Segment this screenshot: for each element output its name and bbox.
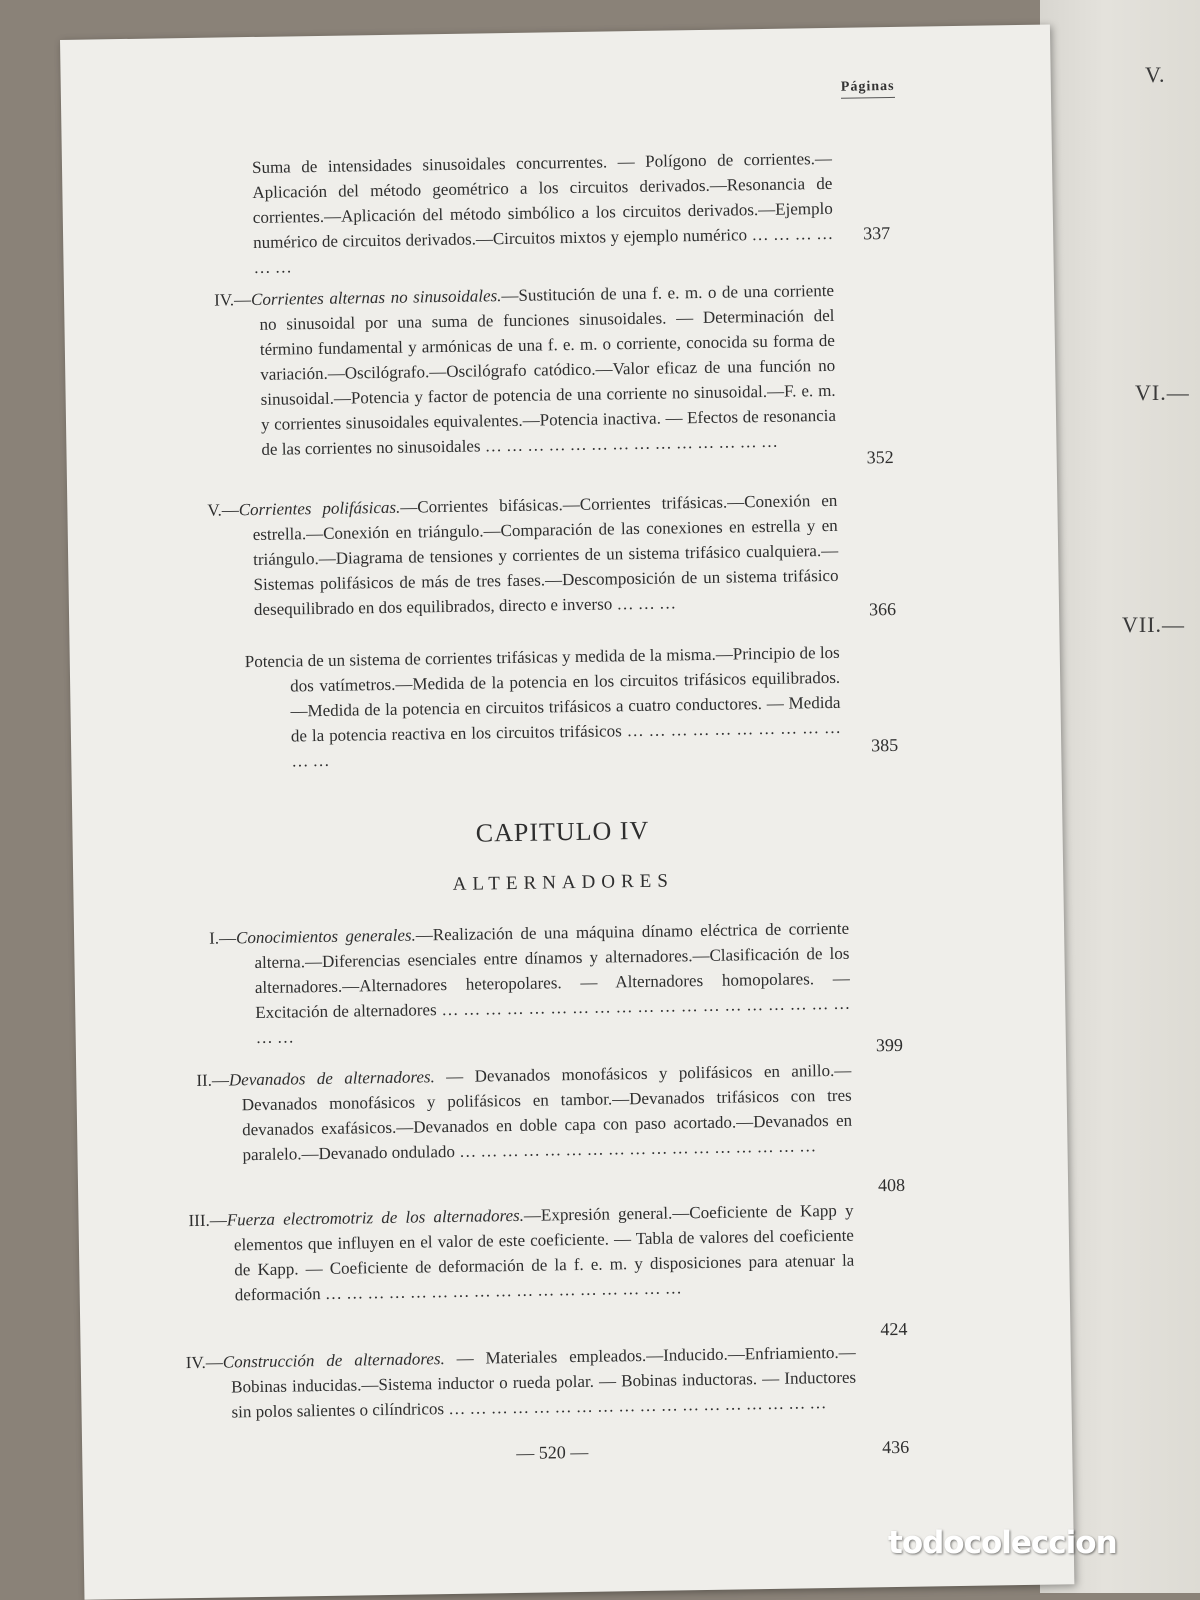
entry-page-number: 385	[871, 734, 899, 756]
chapter-title: CAPITULO IV	[475, 815, 650, 848]
entry-text: — Materiales empleados.—Inducido.—Enfriamiento.—Bobinas inducidas.—Sistema inductor o rueda polar. — Bobinas inductoras. — Inductores sin polos salientes o cilíndricos … … … … … … … … … … … … … … … … … …	[231, 1342, 857, 1422]
entry-text: Potencia de un sistema de corrientes trifásicas y medida de la misma.—Principio de los dos vatímetros.—Medida de la potencia en los circuitos trifásicos equilibrados.—Medida de la potencia en circuitos trifásicos a cuatro conductores. — Medida de la potencia reactiva en los circuitos trifásicos … … … … … … … … … … … …	[244, 642, 842, 771]
toc-entry	[186, 1340, 857, 1426]
entry-title: Corrientes polifásicas.	[238, 497, 401, 520]
toc-entry	[245, 640, 842, 774]
toc-entry	[196, 1058, 852, 1168]
page-folio: — 520 —	[516, 1441, 589, 1464]
entry-numeral: III.—	[188, 1210, 227, 1231]
entry-title: Devanados de alternadores.	[228, 1067, 435, 1090]
toc-entry	[209, 916, 851, 1051]
toc-entry	[252, 146, 834, 280]
entry-numeral: V.—	[207, 500, 239, 520]
entry-text: —Corrientes bifásicas.—Corrientes trifásicas.—Conexión en estrella.—Conexión en triángulo.—Comparación de las conexiones en estrella y en triángulo.—Diagrama de tensiones y corrientes de un sistema trifásico cualquiera.—Sistemas polifásicos de más de tres fases.—Descomposición de un sistema trifásico desequilibrado en dos equilibrados, directo e inverso … … …	[252, 490, 839, 620]
entry-numeral: I.—	[208, 928, 237, 948]
entry-text: —Expresión general.—Coeficiente de Kapp y elementos que influyen en el valor de este coeficiente. — Tabla de valores del coeficiente de Kapp. — Coeficiente de deformación de la f. e. m. y disposiciones para atenuar la deformación … … … … … … … … … … … … … … … … …	[233, 1200, 855, 1305]
entry-numeral: IV.—	[213, 290, 252, 310]
entry-text: —Realización de una máquina dínamo eléctrica de corriente alterna.—Diferencias esenciales entre dínamos y alternadores.—Clasificación de los alternadores.—Alternadores heteropolares. — Alternadores homopolares. — Excitación de alternadores … … … … … … … … … … … … … … … … … … … … …	[254, 918, 851, 1048]
toc-entry	[214, 278, 837, 463]
watermark-logo: todocoleccion	[888, 1525, 1117, 1561]
right-margin-label: V.	[1145, 62, 1166, 87]
book-page	[60, 24, 1074, 1599]
entry-text: Suma de intensidades sinusoidales concurrentes. — Polígono de corrientes.—Aplicación del método geométrico a los circuitos derivados.—Resonancia de corrientes.—Aplicación del método simbólico a los circuitos derivados.—Ejemplo numérico de circuitos derivados.—Circuitos mixtos y ejemplo numérico … … … … … …	[251, 148, 834, 277]
toc-entry	[207, 488, 839, 623]
entry-title: Conocimientos generales.	[235, 925, 416, 948]
entry-text: — Devanados monofásicos y polifásicos en anillo.—Devanados monofásicos y polifásicos en tambor.—Devanados trifásicos con tres devanados exafásicos.—Devanados en doble capa con paso acortado.—Devanados en paralelo.—Devanado ondulado … … … … … … … … … … … … … … … … …	[241, 1060, 853, 1165]
entry-title: Fuerza electromotriz de los alternadores.	[226, 1205, 525, 1230]
entry-page-number: 436	[882, 1436, 910, 1458]
entry-title: Construcción de alternadores.	[222, 1349, 445, 1372]
entry-page-number: 424	[880, 1318, 908, 1340]
paginas-header: Páginas	[841, 79, 895, 99]
entry-page-number: 337	[862, 222, 891, 244]
entry-page-number: 366	[868, 598, 897, 620]
entry-numeral: IV.—	[185, 1352, 223, 1373]
entry-page-number: 399	[875, 1034, 904, 1056]
right-margin-label: VII.—	[1122, 612, 1186, 637]
chapter-subtitle: ALTERNADORES	[452, 870, 675, 895]
entry-page-number: 352	[866, 446, 894, 468]
entry-text: —Sustitución de una f. e. m. o de una corriente no sinusoidal por una suma de funciones sinusoidales. — Determinación del término fundamental y armónicas de una f. e. m. o corriente, conocida su forma de variación.—Oscilógrafo.—Oscilógrafo catódico.—Valor eficaz de una función no sinusoidal.—Potencia y factor de potencia de una corriente no sinusoidal.—F. e. m. y corrientes sinusoidales equivalentes.—Potencia inactiva. — Efectos de resonancia de las corrientes no sinusoidales … … … … … … … … … … … … … …	[259, 280, 837, 459]
entry-page-number: 408	[877, 1174, 906, 1196]
toc-entry	[188, 1198, 854, 1308]
entry-numeral: II.—	[196, 1070, 230, 1090]
right-margin-label: VI.—	[1135, 380, 1190, 405]
entry-title: Corrientes alternas no sinusoidales.	[250, 286, 502, 310]
